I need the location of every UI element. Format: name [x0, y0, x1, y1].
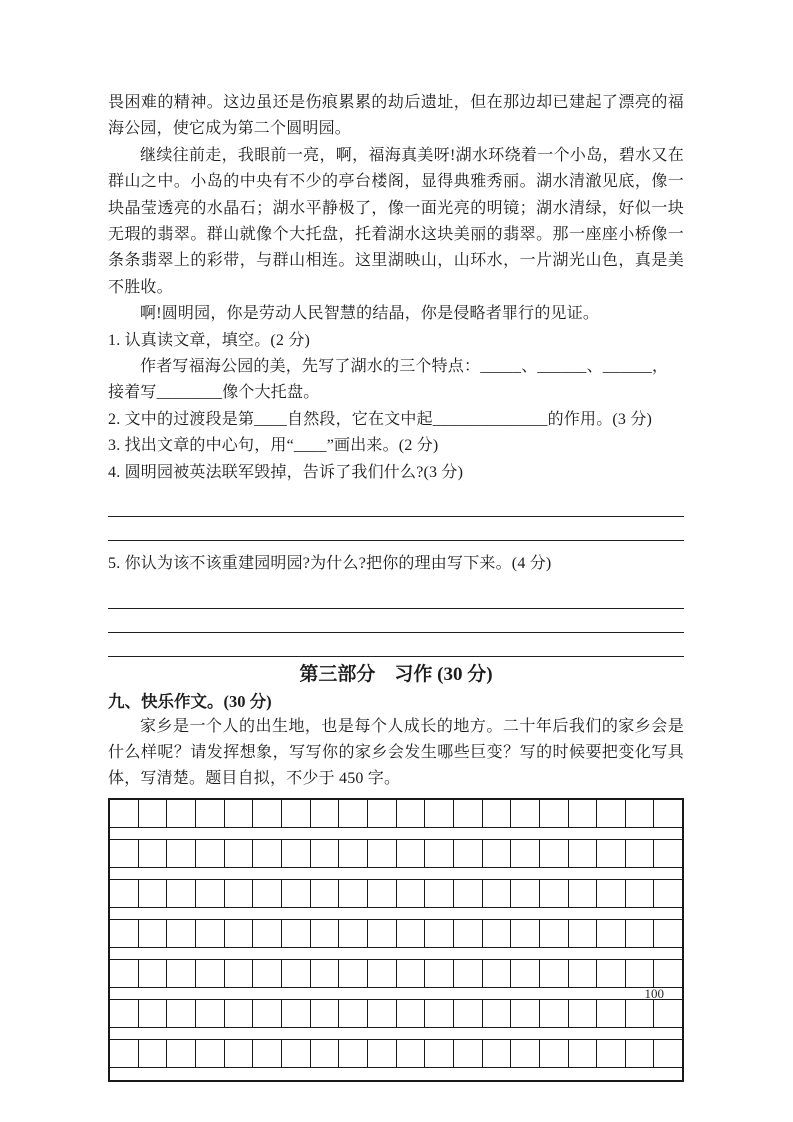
grid-cell	[196, 880, 225, 907]
section-3-heading: 第三部分 习作 (30 分)	[299, 663, 493, 685]
question-1-fill-blank-line2: 接着写________像个大托盘。	[108, 384, 320, 402]
grid-cell	[311, 800, 340, 827]
grid-cell	[225, 1040, 254, 1067]
grid-cell	[626, 800, 655, 827]
grid-spacer-row	[110, 1028, 682, 1040]
grid-cell	[368, 800, 397, 827]
grid-spacer-row	[110, 985, 682, 1001]
question-1-fill-blank-line1: 作者写福海公园的美，先写了湖水的三个特点：_____、______、______，	[140, 358, 669, 376]
page-content	[108, 90, 684, 1082]
grid-cell	[483, 880, 512, 907]
grid-cell	[569, 920, 598, 947]
grid-cell	[511, 880, 540, 907]
grid-cell	[425, 800, 454, 827]
grid-cell	[368, 880, 397, 907]
grid-spacer-row	[110, 868, 682, 880]
grid-cell	[139, 1040, 168, 1067]
grid-cell	[196, 800, 225, 827]
grid-cell	[110, 1000, 139, 1027]
grid-cell	[626, 1000, 655, 1027]
answer-line	[108, 587, 684, 609]
grid-cell	[483, 1040, 512, 1067]
grid-cell	[425, 1040, 454, 1067]
answer-line	[108, 495, 684, 517]
grid-cell	[483, 960, 512, 987]
grid-cell	[253, 1040, 282, 1067]
grid-cell	[454, 1040, 483, 1067]
question-2: 2. 文中的过渡段是第____自然段，它在文中起______________的作用。(3 分)	[108, 410, 653, 428]
grid-cell	[483, 840, 512, 867]
grid-cell	[196, 960, 225, 987]
grid-cell	[425, 960, 454, 987]
grid-cell	[654, 920, 682, 947]
grid-cell	[397, 1040, 426, 1067]
grid-cell	[368, 920, 397, 947]
grid-cell	[311, 1000, 340, 1027]
grid-cell	[511, 920, 540, 947]
grid-cell	[253, 960, 282, 987]
grid-cell	[597, 1040, 626, 1067]
grid-cell	[569, 960, 598, 987]
grid-row	[110, 880, 682, 908]
grid-cell	[569, 1040, 598, 1067]
grid-cell	[454, 1000, 483, 1027]
grid-row	[110, 960, 682, 988]
grid-cell	[368, 840, 397, 867]
grid-cell	[253, 840, 282, 867]
grid-cell	[397, 840, 426, 867]
essay-subheading: 九、快乐作文。(30 分)	[108, 691, 272, 711]
grid-cell	[626, 880, 655, 907]
grid-row	[110, 1000, 682, 1028]
grid-cell	[425, 920, 454, 947]
grid-cell	[311, 960, 340, 987]
grid-row	[110, 800, 682, 828]
grid-cell	[425, 840, 454, 867]
grid-cell	[397, 920, 426, 947]
grid-cell	[225, 880, 254, 907]
grid-cell	[397, 880, 426, 907]
grid-cell	[339, 800, 368, 827]
grid-row	[110, 1040, 682, 1068]
grid-cell	[110, 840, 139, 867]
grid-cell	[597, 1000, 626, 1027]
grid-cell	[569, 840, 598, 867]
grid-spacer-row	[110, 828, 682, 840]
question-3: 3. 找出文章的中心句，用“____”画出来。(2 分)	[108, 437, 439, 455]
grid-cell	[339, 1040, 368, 1067]
passage-paragraph-fuhai: 继续往前走，我眼前一亮，啊，福海真美呀!湖水环绕着一个小岛，碧水又在群山之中。小岛的中央有不少的亭台楼阁，显得典雅秀丽。湖水清澈见底，像一块晶莹透亮的水晶石；湖水平静极了，像一面光亮的明镜；湖水清绿，好似一块无瑕的翡翠。群山就像个大托盘，托着湖水这块美丽的翡翠。那一座座小桥像一条条翡翠上的彩带，与群山相连。这里湖映山，山环水，一片湖光山色，真是美不胜收。	[108, 146, 684, 296]
grid-cell	[540, 880, 569, 907]
grid-cell	[654, 840, 682, 867]
grid-cell	[654, 880, 682, 907]
grid-cell	[282, 1040, 311, 1067]
grid-cell	[569, 1000, 598, 1027]
grid-cell	[282, 960, 311, 987]
grid-cell	[483, 1000, 512, 1027]
grid-cell	[483, 800, 512, 827]
passage-paragraph-closing: 啊!圆明园，你是劳动人民智慧的结晶，你是侵略者罪行的见证。	[140, 305, 600, 323]
grid-cell	[654, 1000, 682, 1027]
grid-cell	[139, 800, 168, 827]
grid-cell	[425, 1000, 454, 1027]
grid-cell	[597, 840, 626, 867]
grid-spacer-row	[110, 948, 682, 960]
grid-cell	[540, 1040, 569, 1067]
grid-cell	[167, 960, 196, 987]
grid-cell	[540, 920, 569, 947]
grid-cell	[139, 840, 168, 867]
grid-cell	[540, 1000, 569, 1027]
grid-cell	[311, 880, 340, 907]
grid-cell	[626, 840, 655, 867]
grid-cell	[454, 960, 483, 987]
grid-cell	[196, 920, 225, 947]
answer-line	[108, 611, 684, 633]
grid-cell	[339, 880, 368, 907]
grid-cell	[311, 920, 340, 947]
grid-cell	[483, 920, 512, 947]
grid-spacer-row	[110, 908, 682, 920]
grid-cell	[110, 1040, 139, 1067]
question-1: 1. 认真读文章，填空。(2 分)	[108, 331, 311, 349]
grid-cell	[253, 880, 282, 907]
grid-cell	[397, 1000, 426, 1027]
grid-cell	[454, 800, 483, 827]
grid-cell	[282, 800, 311, 827]
grid-row	[110, 920, 682, 948]
grid-cell	[454, 880, 483, 907]
grid-cell	[454, 920, 483, 947]
grid-cell	[167, 840, 196, 867]
grid-cell	[139, 1000, 168, 1027]
grid-cell	[511, 960, 540, 987]
grid-cell	[654, 800, 682, 827]
grid-cell	[196, 1040, 225, 1067]
grid-cell	[454, 840, 483, 867]
grid-cell	[626, 1040, 655, 1067]
grid-cell	[253, 1000, 282, 1027]
essay-prompt: 家乡是一个人的出生地，也是每个人成长的地方。二十年后我们的家乡会是什么样呢？请发挥想象，写写你的家乡会发生哪些巨变？写的时候要把变化写具体，写清楚。题目自拟，不少于 450 字。	[108, 717, 684, 788]
answer-line	[108, 519, 684, 541]
grid-cell	[311, 1040, 340, 1067]
grid-cell	[167, 800, 196, 827]
grid-cell	[654, 960, 682, 987]
grid-cell	[626, 960, 655, 987]
grid-cell	[368, 1000, 397, 1027]
grid-cell	[540, 840, 569, 867]
grid-cell	[339, 1000, 368, 1027]
grid-spacer-row	[110, 1068, 682, 1080]
grid-cell	[569, 880, 598, 907]
grid-cell	[167, 920, 196, 947]
grid-cell	[511, 800, 540, 827]
question-4: 4. 圆明园被英法联军毁掉，告诉了我们什么?(3 分)	[108, 463, 464, 481]
question-5: 5. 你认为该不该重建园明园?为什么?把你的理由写下来。(4 分)	[108, 555, 552, 573]
grid-cell	[511, 840, 540, 867]
grid-cell	[368, 1040, 397, 1067]
grid-cell	[339, 920, 368, 947]
grid-cell	[110, 800, 139, 827]
grid-cell	[167, 880, 196, 907]
grid-row	[110, 840, 682, 868]
grid-cell	[167, 1000, 196, 1027]
grid-cell	[339, 840, 368, 867]
grid-cell	[253, 800, 282, 827]
grid-cell	[139, 960, 168, 987]
grid-cell	[225, 840, 254, 867]
grid-cell	[339, 960, 368, 987]
grid-cell	[626, 920, 655, 947]
grid-cell	[368, 960, 397, 987]
grid-cell	[311, 840, 340, 867]
grid-cell	[196, 840, 225, 867]
grid-cell	[654, 1040, 682, 1067]
grid-cell	[597, 880, 626, 907]
grid-cell	[225, 920, 254, 947]
question-5-answer-area	[108, 587, 684, 657]
grid-cell	[282, 880, 311, 907]
grid-cell	[282, 920, 311, 947]
grid-cell	[540, 960, 569, 987]
grid-cell	[282, 840, 311, 867]
char-count-marker: 100	[644, 985, 664, 1001]
grid-cell	[597, 920, 626, 947]
grid-cell	[425, 880, 454, 907]
grid-cell	[511, 1040, 540, 1067]
grid-cell	[110, 880, 139, 907]
grid-cell	[597, 960, 626, 987]
grid-cell	[540, 800, 569, 827]
grid-cell	[511, 1000, 540, 1027]
grid-cell	[253, 920, 282, 947]
grid-cell	[397, 960, 426, 987]
grid-cell	[397, 800, 426, 827]
grid-cell	[282, 1000, 311, 1027]
grid-cell	[139, 920, 168, 947]
passage-paragraph-continuation: 畏困难的精神。这边虽还是伤痕累累的劫后遗址，但在那边却已建起了漂亮的福海公园，使它成为第二个圆明园。	[108, 94, 684, 138]
answer-line	[108, 635, 684, 657]
grid-cell	[167, 1040, 196, 1067]
writing-grid	[108, 798, 684, 1082]
grid-cell	[569, 800, 598, 827]
grid-cell	[225, 960, 254, 987]
grid-cell	[139, 880, 168, 907]
grid-cell	[196, 1000, 225, 1027]
grid-cell	[597, 800, 626, 827]
grid-cell	[225, 800, 254, 827]
grid-cell	[225, 1000, 254, 1027]
grid-cell	[110, 960, 139, 987]
question-4-answer-area	[108, 495, 684, 541]
grid-cell	[110, 920, 139, 947]
